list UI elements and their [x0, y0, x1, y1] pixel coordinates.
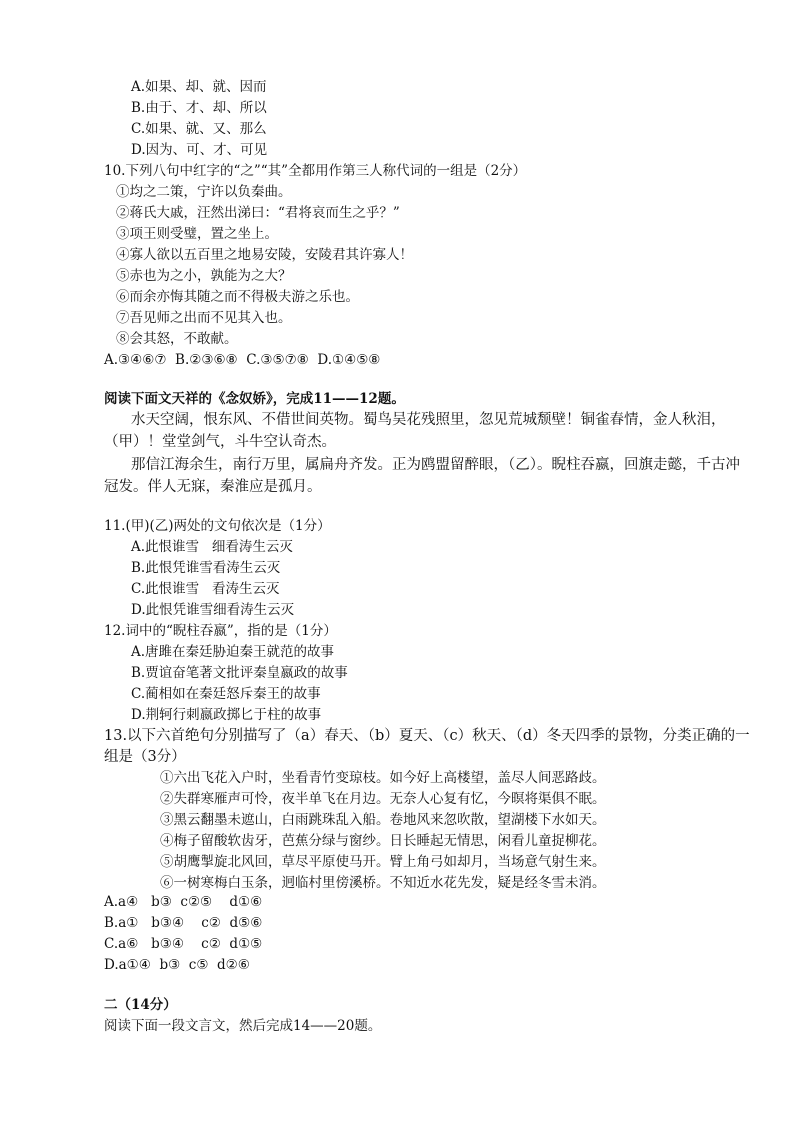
q12-option-d: D.荆轲行刺嬴政掷匕于柱的故事 — [131, 707, 322, 723]
q13-option-d: D.a①④ b③ c⑤ d②⑥ — [104, 957, 250, 973]
q10-stem: 10.下列八句中红字的“之”“其”全都用作第三人称代词的一组是（2分） — [104, 163, 527, 179]
poem-para1-line1: 水天空阔，恨东风、不借世间英物。蜀鸟吴花残照里，忽见荒城颓壁！铜雀春情，金人秋泪， — [131, 412, 726, 428]
q13-stem-line2: 组是（3分） — [104, 749, 186, 765]
q13-option-c: C.a⑥ b③④ c② d①⑤ — [104, 936, 263, 952]
q9-option-a: A.如果、却、就、因而 — [131, 79, 267, 95]
q10-sentence-4: ④寡人欲以五百里之地易安陵，安陵君其许寡人！ — [116, 247, 413, 263]
poem-heading: 阅读下面文天祥的《念奴娇》，完成11——12题。 — [104, 391, 405, 407]
q13-poem-5: ⑤胡鹰掣旋北风回，草尽平原使马开。臂上角弓如却月，当场意气射生来。 — [160, 854, 606, 870]
poem-para2-line1: 那信江海余生，南行万里，属扁舟齐发。正为鸥盟留醉眼，（乙）。睨柱吞嬴，回旗走懿，千古冲 — [131, 457, 740, 473]
section2-title: 二（14分） — [104, 997, 177, 1013]
q10-options: A.③④⑥⑦ B.②③⑥⑧ C.③⑤⑦⑧ D.①④⑤⑧ — [104, 352, 381, 368]
q13-poem-3: ③黑云翻墨未遮山，白雨跳珠乱入船。卷地风来忽吹散，望湖楼下水如天。 — [160, 812, 606, 828]
q11-option-b: B.此恨凭谁雪看涛生云灭 — [131, 560, 281, 576]
q10-sentence-3: ③项王则受璧，置之坐上。 — [116, 226, 278, 242]
q13-poem-4: ④梅子留酸软齿牙，芭蕉分绿与窗纱。日长睡起无情思，闲看儿童捉柳花。 — [160, 833, 606, 849]
q10-sentence-8: ⑧会其怒，不敢献。 — [116, 331, 238, 347]
q13-stem-line1: 13.以下六首绝句分别描写了（a）春天、（b）夏天、（c）秋天、（d）冬天四季的景物，分类正确的一 — [104, 728, 750, 744]
q13-option-a: A.a④ b③ c②⑤ d①⑥ — [104, 894, 263, 910]
q13-poem-6: ⑥一树寒梅白玉条，迥临村里傍溪桥。不知近水花先发，疑是经冬雪未消。 — [160, 875, 606, 891]
q11-option-a: A.此恨谁雪 细看涛生云灭 — [131, 539, 293, 555]
q12-option-c: C.蔺相如在秦廷怒斥秦王的故事 — [131, 686, 321, 702]
q10-sentence-1: ①均之二策，宁许以负秦曲。 — [116, 184, 292, 200]
q10-sentence-7: ⑦吾见师之出而不见其入也。 — [116, 310, 292, 326]
q12-option-a: A.唐雎在秦廷胁迫秦王就范的故事 — [131, 644, 335, 660]
q13-poem-2: ②失群寒雁声可怜，夜半单飞在月边。无奈人心复有忆，今暝将渠俱不眠。 — [160, 791, 606, 807]
q12-stem: 12.词中的“睨柱吞嬴”，指的是（1分） — [104, 623, 337, 639]
q13-poem-1: ①六出飞花入户时，坐看青竹变琼枝。如今好上高楼望，盖尽人间恶路歧。 — [160, 770, 606, 786]
section2-instruction: 阅读下面一段文言文，然后完成14——20题。 — [104, 1018, 382, 1034]
poem-para1-line2: （甲）！堂堂剑气，斗牛空认奇杰。 — [104, 434, 336, 450]
q10-sentence-6: ⑥而余亦悔其随之而不得极夫游之乐也。 — [116, 289, 359, 305]
q11-option-c: C.此恨谁雪 看涛生云灭 — [131, 581, 280, 597]
q12-option-b: B.贾谊奋笔著文批评秦皇嬴政的故事 — [131, 665, 348, 681]
q9-option-b: B.由于、才、却、所以 — [131, 100, 267, 116]
q9-option-c: C.如果、就、又、那么 — [131, 121, 267, 137]
q11-option-d: D.此恨凭谁雪细看涛生云灭 — [131, 602, 295, 618]
q10-sentence-5: ⑤赤也为之小，孰能为之大？ — [116, 268, 292, 284]
q11-stem: 11.(甲)(乙)两处的文句依次是（1分） — [104, 518, 331, 534]
poem-para2-line2: 冠发。伴人无寐，秦淮应是孤月。 — [104, 479, 322, 495]
q10-sentence-2: ②蒋氏大戚，汪然出涕曰：“君将哀而生之乎？” — [116, 205, 400, 221]
q13-option-b: B.a① b③④ c② d⑤⑥ — [104, 915, 263, 931]
q9-option-d: D.因为、可、才、可见 — [131, 142, 268, 158]
